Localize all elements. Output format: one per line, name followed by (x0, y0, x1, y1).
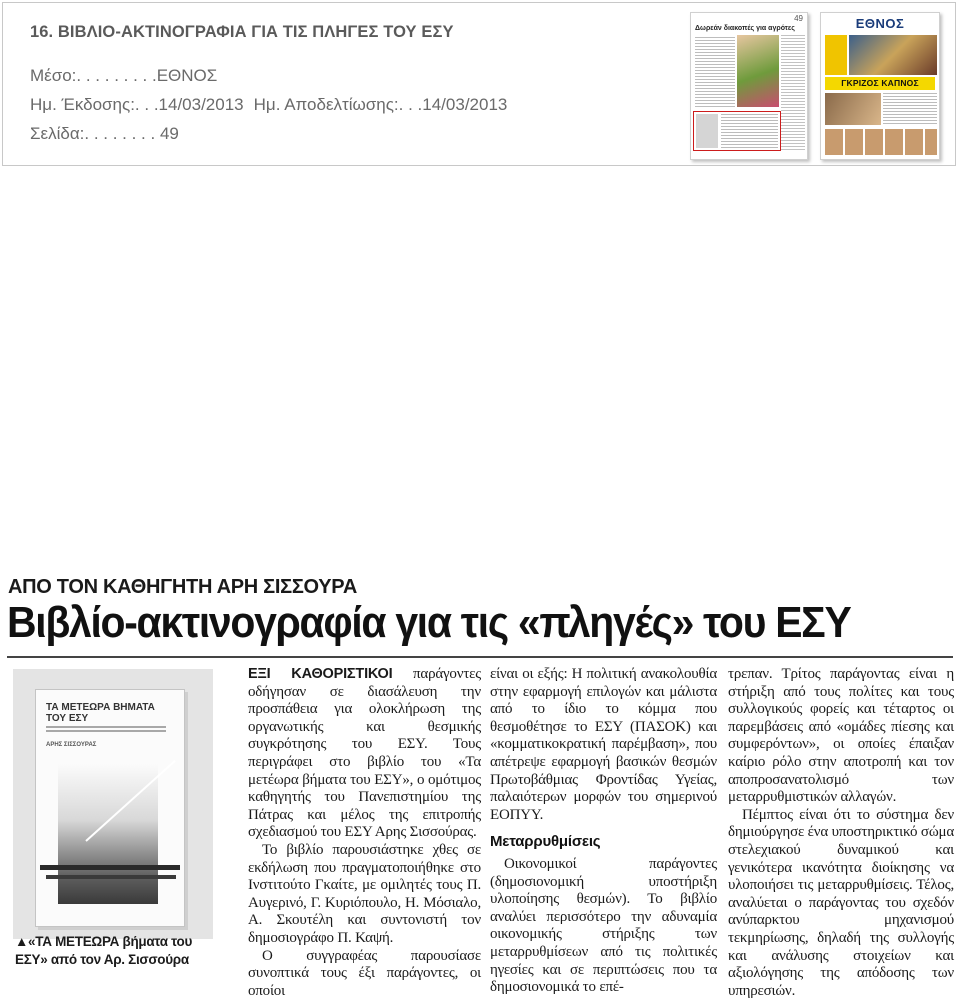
issue-date: Ημ. Έκδοσης:. . .14/03/2013 (30, 95, 244, 114)
thumb-front-strip (825, 129, 937, 155)
book-subtitle-lines (46, 726, 166, 736)
paragraph: Πέμπτος είναι ότι το σύστημα δεν δημιούργησε ένα υποστηρικτικό σώμα στελεχιακού δυναμικού και γενικότερα ικανότητα διοίκησης να υλοποιήσει τις μεταρρυθμίσεις. Τέλος, αναλύεται ο παράγοντας του σχεδόν ανύπαρκτου μηχανισμού τεκμηρίωσης, δηλαδή της συλλογής και ανάλυσης στοιχείων και αξιολόγησης της απόδοσης των υπηρεσιών. (728, 807, 954, 1000)
book-cover-beam-2 (46, 875, 176, 879)
page-thumbnail[interactable] (690, 12, 808, 160)
article-column-3 (728, 666, 954, 1000)
book-cover-art (58, 764, 158, 904)
thumb-photo (737, 35, 779, 107)
book-title: ΤΑ ΜΕΤΕΩΡΑ ΒΗΜΑΤΑ ΤΟΥ ΕΣΥ (46, 702, 176, 724)
thumb-front-headline: ΓΚΡΙΖΟΣ ΚΑΠΝΟΣ (825, 77, 935, 90)
article-column-1 (248, 666, 481, 1000)
book-photo (13, 669, 213, 939)
clipping-header (2, 2, 956, 166)
paragraph: είναι οι εξής: Η πολιτική ανακολουθία στην εφαρμογή επιλογών και μάλιστα από το ίδιο το κόμμα που θεσμοθέτησε το ΕΣΥ (ΠΑΣΟΚ) και «κομματικοκρατική παρέμβαση», που απέτρεψε εφαρμογή βασικών θεσμών Πρωτοβάθμιας Φροντίδας Υγείας, παλαιότερων μορφών του σημερινού ΕΟΠΥΥ. (490, 666, 717, 824)
page-line: Σελίδα:. . . . . . . . 49 (30, 124, 179, 144)
lead-in: ΕΞΙ ΚΑΘΟΡΙΣΤΙΚΟΙ (248, 666, 392, 682)
thumb-text-block (695, 37, 735, 107)
book-cover-beam (40, 865, 180, 870)
article-clipping (3, 576, 957, 986)
headline-divider (7, 656, 953, 658)
article-headline: Βιβλίο-ακτινογραφία για τις «πληγές» του ΕΣΥ (7, 598, 850, 648)
thumb-page-number: 49 (794, 14, 803, 23)
paragraph: Οικονομικοί παράγοντες (δημοσιονομική υποστήριξη υλοποίησης θεσμών). Το βιβλίο αναλύει περισσότερο την αδυναμία οικονομικής στήριξης των μεταρρυθμίσεων από τις πολιτικές ηγεσίες και σε περιπτώσεις που τα δημοσιονομικά το επέ- (490, 856, 717, 997)
thumb-front-photo (849, 35, 937, 75)
clipping-title: 16. ΒΙΒΛΙΟ-ΑΚΤΙΝΟΓΡΑΦΙΑ ΓΙΑ ΤΙΣ ΠΛΗΓΕΣ ΤΟΥ ΕΣΥ (30, 23, 454, 42)
thumb-front-photo-2 (825, 93, 881, 125)
thumb-front-text (883, 93, 937, 125)
front-page-thumbnail[interactable] (820, 12, 940, 160)
paragraph: Το βιβλίο παρουσιάστηκε χθες σε εκδήλωση που πραγματοποιήθηκε στο Ινστιτούτο Γκαίτε, με ομιλητές τους Π. Αυγερινό, Γ. Κυριόπουλο, Η. Μόσιαλο, Α. Σκουτέλη και συντονιστή τον δημοσιογράφο Π. Καψή. (248, 842, 481, 948)
photo-caption: ▲«ΤΑ ΜΕΤΕΩΡΑ βήματα του ΕΣΥ» από τον Αρ. Σισσούρα (15, 933, 225, 969)
article-column-2 (490, 666, 717, 997)
article-kicker: ΑΠΟ ΤΟΝ ΚΑΘΗΓΗΤΗ ΑΡΗ ΣΙΣΣΟΥΡΑ (8, 576, 357, 599)
thumb-yellow-block (825, 35, 847, 75)
book-cover (35, 689, 185, 927)
subheading: Μεταρρυθμίσεις (490, 833, 717, 851)
dates-line (30, 95, 507, 115)
thumb-page-headline: Δωρεάν διακοπές για αγρότες (695, 25, 795, 33)
paragraph: τρεπαν. Τρίτος παράγοντας είναι η στήριξη από τους πολίτες και τους συλλογικούς φορείς και τέταρτος οι παρεμβάσεις από «ομάδες πίεσης και συμφερόντων», οι οποίες έπαιξαν καίριο ρόλο στην αποτροπή και τον αποπροσανατολισμό των μεταρρυθμιστικών αλλαγών. (728, 666, 954, 807)
paragraph: ΕΞΙ ΚΑΘΟΡΙΣΤΙΚΟΙ παράγοντες οδήγησαν σε διασάλευση την προσπάθεια για ολοκλήρωση της οργανωτικής και θεσμικής συγκρότησης του ΕΣΥ. Τους περιγράφει στο βιβλίο του «Τα μετέωρα βήματα του ΕΣΥ», ο ομότιμος καθηγητής του Πανεπιστημίου της Πάτρας και μέλος της επιτροπής σχεδιασμού του ΕΣΥ Αρης Σισσούρας. (248, 666, 481, 842)
medium-line: Μέσο:. . . . . . . . .ΕΘΝΟΣ (30, 66, 217, 86)
clip-date: Ημ. Αποδελτίωσης:. . .14/03/2013 (254, 95, 508, 114)
book-author: ΑΡΗΣ ΣΙΣΣΟΥΡΑΣ (46, 742, 96, 748)
thumb-side-column (781, 35, 805, 151)
thumb-highlight-box (693, 111, 781, 151)
paragraph: Ο συγγραφέας παρουσίασε συνοπτικά τους έξι παράγοντες, οι οποίοι (248, 948, 481, 1000)
thumb-logo: ΕΘΝΟΣ (827, 16, 933, 31)
